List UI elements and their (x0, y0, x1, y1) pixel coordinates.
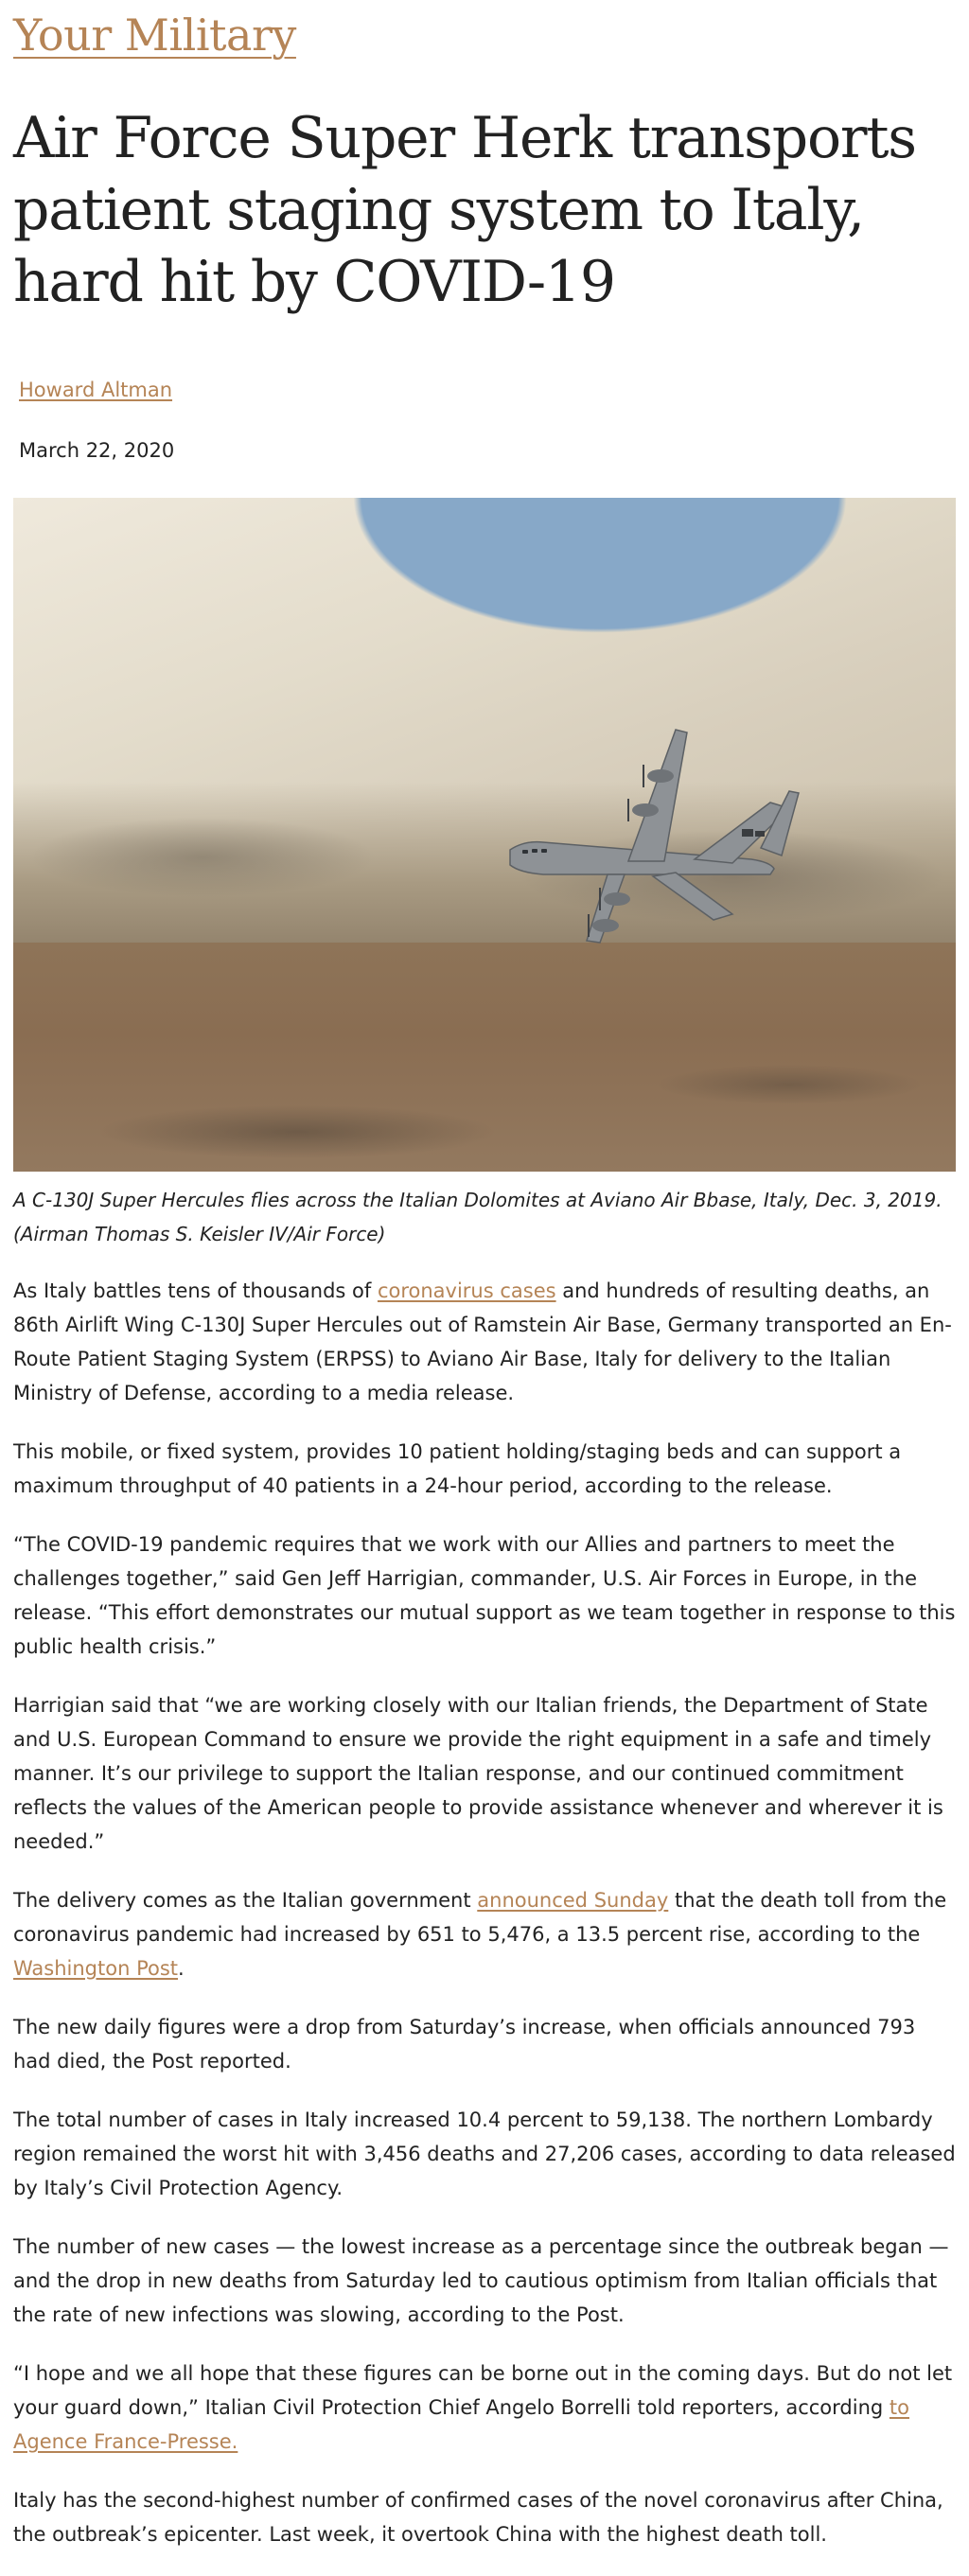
article-paragraph-4: Harrigian said that “we are working closely with our Italian friends, the Department of State and U.S. European Command to ensure we provide the right equipment in a safe and timely manner. It’s our privilege to support the Italian response, and our continued commitment reflects the values of the American people to provide assistance whenever and wherever it is needed.” (13, 1694, 943, 1853)
article-paragraph-5 (13, 1883, 956, 1985)
c130j-aircraft-illustration (13, 498, 956, 1172)
article-paragraph-3: “The COVID-19 pandemic requires that we work with our Allies and partners to meet the challenges together,” said Gen Jeff Harrigian, commander, U.S. Air Forces in Europe, in the release. “This effort demonstrates our mutual support as we team together in response to this public health crisis.” (13, 1533, 956, 1658)
publish-date: March 22, 2020 (19, 439, 175, 462)
hero-image-caption: A C-130J Super Hercules flies across the Italian Dolomites at Aviano Air Bbase, Italy, Dec. 3, 2019. (Airman Thomas S. Keisler IV/Air Force) (13, 1189, 943, 1245)
paragraph-text: The delivery comes as the Italian government (13, 1889, 478, 1912)
paragraph-text: and hundreds of resulting deaths, an 86th Airlift Wing C-130J Super Hercules out of Ramstein Air Base, Germany transported an En-Route Patient Staging System (ERPSS) to Aviano Air Base, Italy for delivery to the Italian Ministry of Defense, according to a media release. (13, 1279, 952, 1404)
article-paragraph-7: The total number of cases in Italy increased 10.4 percent to 59,138. The northern Lombardy region remained the worst hit with 3,456 deaths and 27,206 cases, according to data released by Italy’s Civil Protection Agency. (13, 2108, 956, 2199)
author-link[interactable]: Howard Altman (19, 379, 173, 401)
paragraph-text: “I hope and we all hope that these figures can be borne out in the coming days. But do not let your guard down,” Italian Civil Protection Chief Angelo Borrelli told reporters, according (13, 2362, 953, 2419)
paragraph-text: that the death toll from the coronavirus pandemic had increased by 651 to 5,476, a 13.5 percent rise, according to the (13, 1889, 947, 1946)
paragraph-text: As Italy battles tens of thousands of (13, 1279, 378, 1302)
hero-image (13, 498, 956, 1172)
link-announced-sunday[interactable]: announced Sunday (477, 1889, 669, 1912)
article-paragraph-6: The new daily figures were a drop from Saturday’s increase, when officials announced 793 had died, the Post reported. (13, 2016, 916, 2073)
article-paragraph-8: The number of new cases — the lowest increase as a percentage since the outbreak began — and the drop in new deaths from Saturday led to cautious optimism from Italian officials that the rate of new infections was slowing, according to the Post. (13, 2235, 949, 2326)
article-body (13, 1274, 956, 2576)
section-link-your-military[interactable]: Your Military (13, 9, 296, 61)
article-paragraph-1 (13, 1274, 956, 1410)
link-agence-france-presse[interactable]: to Agence France-Presse. (13, 2396, 909, 2453)
article-paragraph-10: Italy has the second-highest number of confirmed cases of the novel coronavirus after China, the outbreak’s epicenter. Last week, it overtook China with the highest death toll. (13, 2489, 943, 2546)
link-washington-post[interactable]: Washington Post (13, 1957, 179, 1980)
article-headline: Air Force Super Herk transports patient staging system to Italy, hard hit by COVID-19 (13, 105, 916, 315)
article-paragraph-2: This mobile, or fixed system, provides 10 patient holding/staging beds and can support a maximum throughput of 40 patients in a 24-hour period, according to the release. (13, 1440, 902, 1497)
link-coronavirus-cases[interactable]: coronavirus cases (377, 1279, 556, 1302)
article-paragraph-9 (13, 2356, 956, 2459)
paragraph-text: . (178, 1957, 185, 1980)
